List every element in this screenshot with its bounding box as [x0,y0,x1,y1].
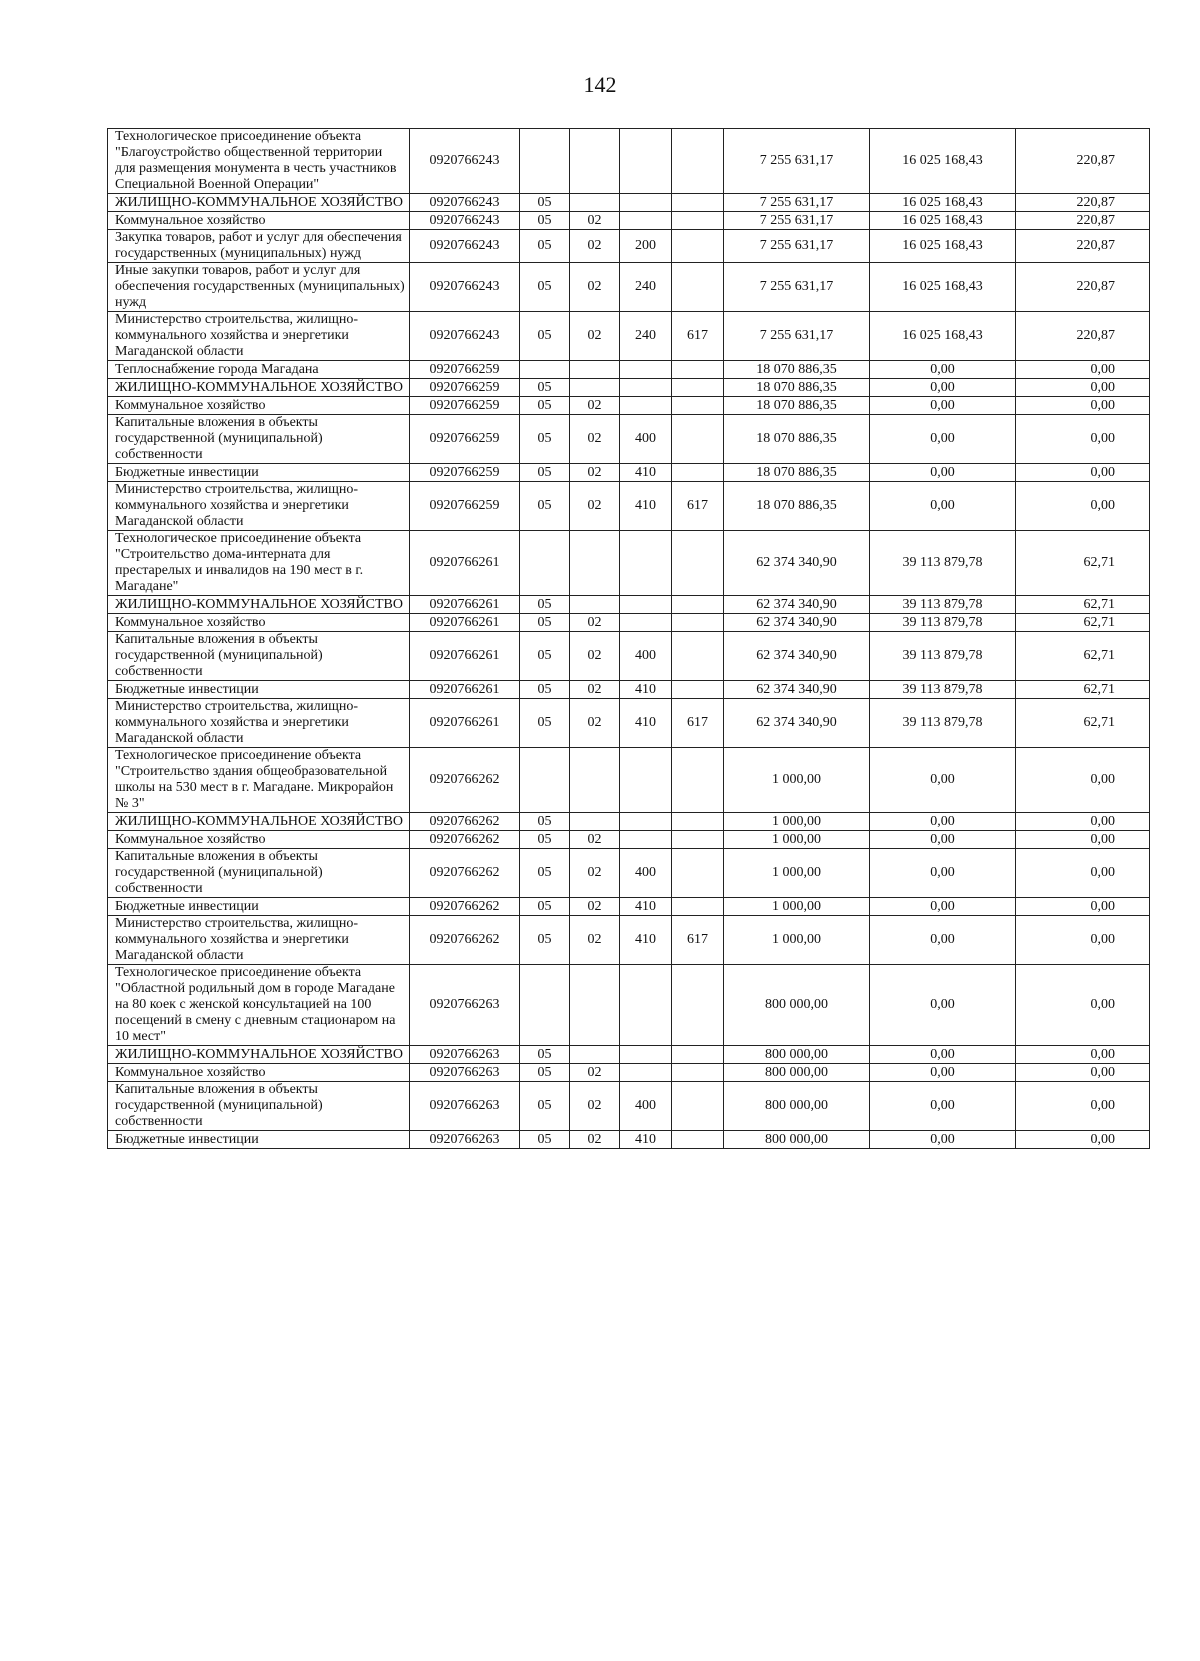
table-row [108,1046,1150,1064]
item-name: Закупка товаров, работ и услуг для обеспечения государственных (муниципальных) нужд [108,230,410,263]
subsection-code [570,748,620,813]
actual-amount: 0,00 [870,415,1016,464]
execution-percent: 0,00 [1016,397,1150,415]
target-code: 0920766263 [410,1131,520,1149]
section-code: 05 [520,596,570,614]
table-row [108,849,1150,898]
subsection-code: 02 [570,230,620,263]
subsection-code: 02 [570,1082,620,1131]
planned-amount: 800 000,00 [724,1064,870,1082]
grbs-code [672,379,724,397]
execution-percent: 62,71 [1016,632,1150,681]
planned-amount: 1 000,00 [724,898,870,916]
section-code: 05 [520,898,570,916]
execution-percent: 0,00 [1016,482,1150,531]
item-name: Иные закупки товаров, работ и услуг для обеспечения государственных (муниципальных) нужд [108,263,410,312]
item-name: Технологическое присоединение объекта "Областной родильный дом в городе Магадане на 80 коек с женской консультацией на 100 посещений в смену с дневным стационаром на 10 мест" [108,965,410,1046]
table-row [108,632,1150,681]
planned-amount: 62 374 340,90 [724,531,870,596]
execution-percent: 220,87 [1016,312,1150,361]
target-code: 0920766259 [410,415,520,464]
section-code [520,748,570,813]
item-name: Министерство строительства, жилищно-коммунального хозяйства и энергетики Магаданской области [108,312,410,361]
section-code: 05 [520,1082,570,1131]
expense-type-code [620,1064,672,1082]
item-name: ЖИЛИЩНО-КОММУНАЛЬНОЕ ХОЗЯЙСТВО [108,379,410,397]
actual-amount: 0,00 [870,831,1016,849]
subsection-code: 02 [570,1064,620,1082]
grbs-code [672,614,724,632]
target-code: 0920766261 [410,531,520,596]
expense-type-code [620,614,672,632]
actual-amount: 39 113 879,78 [870,699,1016,748]
item-name: ЖИЛИЩНО-КОММУНАЛЬНОЕ ХОЗЯЙСТВО [108,194,410,212]
planned-amount: 18 070 886,35 [724,415,870,464]
actual-amount: 0,00 [870,965,1016,1046]
item-name: Технологическое присоединение объекта "Строительство здания общеобразовательной школы на 530 мест в г. Магадане. Микрорайон № 3" [108,748,410,813]
subsection-code [570,379,620,397]
item-name: Бюджетные инвестиции [108,898,410,916]
subsection-code: 02 [570,263,620,312]
target-code: 0920766243 [410,212,520,230]
table-row [108,965,1150,1046]
execution-percent: 62,71 [1016,596,1150,614]
actual-amount: 0,00 [870,849,1016,898]
table-row [108,397,1150,415]
target-code: 0920766259 [410,361,520,379]
actual-amount: 16 025 168,43 [870,312,1016,361]
subsection-code: 02 [570,397,620,415]
section-code: 05 [520,194,570,212]
target-code: 0920766261 [410,699,520,748]
table-row [108,1064,1150,1082]
actual-amount: 0,00 [870,916,1016,965]
table-row [108,898,1150,916]
planned-amount: 800 000,00 [724,1131,870,1149]
grbs-code [672,596,724,614]
subsection-code: 02 [570,1131,620,1149]
execution-percent: 220,87 [1016,263,1150,312]
target-code: 0920766259 [410,464,520,482]
subsection-code: 02 [570,632,620,681]
execution-percent: 220,87 [1016,230,1150,263]
subsection-code [570,194,620,212]
execution-percent: 0,00 [1016,1082,1150,1131]
execution-percent: 0,00 [1016,379,1150,397]
planned-amount: 7 255 631,17 [724,263,870,312]
expense-type-code: 240 [620,263,672,312]
subsection-code: 02 [570,681,620,699]
actual-amount: 39 113 879,78 [870,596,1016,614]
grbs-code: 617 [672,916,724,965]
table-row [108,129,1150,194]
actual-amount: 0,00 [870,1131,1016,1149]
section-code: 05 [520,632,570,681]
page-number: 142 [583,72,617,97]
section-code: 05 [520,681,570,699]
section-code: 05 [520,831,570,849]
planned-amount: 1 000,00 [724,813,870,831]
target-code: 0920766262 [410,748,520,813]
execution-percent: 62,71 [1016,699,1150,748]
section-code [520,361,570,379]
item-name: Капитальные вложения в объекты государственной (муниципальной) собственности [108,849,410,898]
expense-type-code: 410 [620,464,672,482]
item-name: Бюджетные инвестиции [108,681,410,699]
item-name: Коммунальное хозяйство [108,212,410,230]
expense-type-code [620,212,672,230]
section-code: 05 [520,916,570,965]
table-row [108,312,1150,361]
grbs-code [672,1082,724,1131]
grbs-code [672,129,724,194]
actual-amount: 39 113 879,78 [870,614,1016,632]
item-name: ЖИЛИЩНО-КОММУНАЛЬНОЕ ХОЗЯЙСТВО [108,596,410,614]
expense-type-code [620,129,672,194]
grbs-code [672,230,724,263]
item-name: Капитальные вложения в объекты государственной (муниципальной) собственности [108,415,410,464]
table-row [108,614,1150,632]
execution-percent: 0,00 [1016,831,1150,849]
grbs-code: 617 [672,482,724,531]
table-row [108,415,1150,464]
execution-percent: 0,00 [1016,1046,1150,1064]
table-row [108,531,1150,596]
section-code: 05 [520,397,570,415]
grbs-code: 617 [672,699,724,748]
item-name: Теплоснабжение города Магадана [108,361,410,379]
table-row [108,464,1150,482]
expense-type-code [620,596,672,614]
grbs-code [672,194,724,212]
expense-type-code [620,831,672,849]
actual-amount: 16 025 168,43 [870,129,1016,194]
target-code: 0920766243 [410,129,520,194]
subsection-code: 02 [570,898,620,916]
grbs-code [672,1131,724,1149]
item-name: Коммунальное хозяйство [108,614,410,632]
table-row [108,379,1150,397]
execution-percent: 0,00 [1016,813,1150,831]
target-code: 0920766263 [410,1082,520,1131]
expense-type-code: 200 [620,230,672,263]
grbs-code [672,681,724,699]
actual-amount: 0,00 [870,813,1016,831]
grbs-code [672,415,724,464]
target-code: 0920766259 [410,379,520,397]
execution-percent: 62,71 [1016,614,1150,632]
target-code: 0920766243 [410,230,520,263]
table-row [108,699,1150,748]
table-row [108,230,1150,263]
section-code: 05 [520,379,570,397]
expense-type-code: 410 [620,1131,672,1149]
planned-amount: 1 000,00 [724,748,870,813]
execution-percent: 0,00 [1016,748,1150,813]
expense-type-code: 410 [620,482,672,531]
execution-percent: 0,00 [1016,916,1150,965]
expense-type-code: 240 [620,312,672,361]
expense-type-code [620,379,672,397]
section-code [520,531,570,596]
execution-percent: 0,00 [1016,898,1150,916]
execution-percent: 0,00 [1016,965,1150,1046]
actual-amount: 0,00 [870,748,1016,813]
item-name: Капитальные вложения в объекты государственной (муниципальной) собственности [108,632,410,681]
subsection-code: 02 [570,699,620,748]
actual-amount: 0,00 [870,464,1016,482]
planned-amount: 800 000,00 [724,1046,870,1064]
actual-amount: 16 025 168,43 [870,263,1016,312]
planned-amount: 7 255 631,17 [724,312,870,361]
subsection-code: 02 [570,849,620,898]
grbs-code [672,831,724,849]
expense-type-code [620,965,672,1046]
section-code: 05 [520,1064,570,1082]
section-code: 05 [520,415,570,464]
expense-type-code [620,194,672,212]
planned-amount: 7 255 631,17 [724,194,870,212]
expense-type-code [620,531,672,596]
section-code: 05 [520,312,570,361]
item-name: Технологическое присоединение объекта "Строительство дома-интерната для престарелых и инвалидов на 190 мест в г. Магадане" [108,531,410,596]
subsection-code: 02 [570,614,620,632]
target-code: 0920766261 [410,632,520,681]
target-code: 0920766259 [410,482,520,531]
target-code: 0920766261 [410,596,520,614]
grbs-code [672,898,724,916]
table-body [108,129,1150,1149]
grbs-code [672,813,724,831]
section-code: 05 [520,230,570,263]
section-code: 05 [520,849,570,898]
expense-type-code [620,397,672,415]
section-code: 05 [520,1046,570,1064]
execution-percent: 0,00 [1016,361,1150,379]
grbs-code [672,1046,724,1064]
item-name: Бюджетные инвестиции [108,1131,410,1149]
execution-percent: 220,87 [1016,194,1150,212]
actual-amount: 39 113 879,78 [870,632,1016,681]
expense-type-code: 400 [620,415,672,464]
section-code [520,129,570,194]
table-row [108,748,1150,813]
section-code: 05 [520,813,570,831]
execution-percent: 0,00 [1016,415,1150,464]
expense-type-code [620,1046,672,1064]
subsection-code [570,813,620,831]
expense-type-code: 400 [620,849,672,898]
planned-amount: 18 070 886,35 [724,397,870,415]
item-name: Капитальные вложения в объекты государственной (муниципальной) собственности [108,1082,410,1131]
table-row [108,482,1150,531]
expense-type-code: 400 [620,1082,672,1131]
subsection-code: 02 [570,312,620,361]
actual-amount: 0,00 [870,397,1016,415]
planned-amount: 62 374 340,90 [724,596,870,614]
planned-amount: 62 374 340,90 [724,614,870,632]
target-code: 0920766263 [410,1064,520,1082]
subsection-code [570,965,620,1046]
planned-amount: 800 000,00 [724,1082,870,1131]
table-row [108,831,1150,849]
target-code: 0920766262 [410,831,520,849]
expense-type-code: 410 [620,916,672,965]
table-row [108,361,1150,379]
grbs-code [672,263,724,312]
planned-amount: 7 255 631,17 [724,230,870,263]
planned-amount: 1 000,00 [724,849,870,898]
grbs-code [672,632,724,681]
grbs-code [672,361,724,379]
section-code: 05 [520,464,570,482]
actual-amount: 0,00 [870,898,1016,916]
planned-amount: 62 374 340,90 [724,681,870,699]
table-row [108,263,1150,312]
section-code: 05 [520,263,570,312]
actual-amount: 16 025 168,43 [870,194,1016,212]
actual-amount: 0,00 [870,1046,1016,1064]
table-row [108,194,1150,212]
item-name: Бюджетные инвестиции [108,464,410,482]
section-code: 05 [520,699,570,748]
execution-percent: 0,00 [1016,1131,1150,1149]
actual-amount: 0,00 [870,1082,1016,1131]
expense-type-code: 410 [620,681,672,699]
target-code: 0920766243 [410,194,520,212]
item-name: Министерство строительства, жилищно-коммунального хозяйства и энергетики Магаданской области [108,699,410,748]
section-code [520,965,570,1046]
planned-amount: 62 374 340,90 [724,632,870,681]
subsection-code: 02 [570,464,620,482]
planned-amount: 18 070 886,35 [724,464,870,482]
planned-amount: 18 070 886,35 [724,379,870,397]
grbs-code [672,849,724,898]
table-row [108,1131,1150,1149]
item-name: Технологическое присоединение объекта "Благоустройство общественной территории для размещения монумента в честь участников Специальной Военной Операции" [108,129,410,194]
grbs-code [672,397,724,415]
subsection-code: 02 [570,415,620,464]
actual-amount: 16 025 168,43 [870,230,1016,263]
table-row [108,916,1150,965]
planned-amount: 18 070 886,35 [724,361,870,379]
actual-amount: 0,00 [870,361,1016,379]
grbs-code: 617 [672,312,724,361]
subsection-code [570,129,620,194]
expense-type-code [620,813,672,831]
execution-percent: 62,71 [1016,531,1150,596]
expense-type-code: 400 [620,632,672,681]
item-name: Министерство строительства, жилищно-коммунального хозяйства и энергетики Магаданской области [108,482,410,531]
grbs-code [672,965,724,1046]
item-name: Коммунальное хозяйство [108,397,410,415]
subsection-code [570,596,620,614]
planned-amount: 62 374 340,90 [724,699,870,748]
table-row [108,212,1150,230]
grbs-code [672,748,724,813]
subsection-code [570,361,620,379]
item-name: Министерство строительства, жилищно-коммунального хозяйства и энергетики Магаданской области [108,916,410,965]
section-code: 05 [520,212,570,230]
execution-percent: 220,87 [1016,129,1150,194]
actual-amount: 0,00 [870,482,1016,531]
execution-percent: 0,00 [1016,849,1150,898]
planned-amount: 1 000,00 [724,916,870,965]
grbs-code [672,531,724,596]
subsection-code: 02 [570,831,620,849]
grbs-code [672,464,724,482]
planned-amount: 7 255 631,17 [724,212,870,230]
target-code: 0920766262 [410,849,520,898]
expense-type-code: 410 [620,898,672,916]
target-code: 0920766262 [410,898,520,916]
expense-type-code [620,748,672,813]
grbs-code [672,1064,724,1082]
table-row [108,1082,1150,1131]
table-row [108,813,1150,831]
execution-percent: 0,00 [1016,464,1150,482]
execution-percent: 62,71 [1016,681,1150,699]
subsection-code: 02 [570,212,620,230]
target-code: 0920766261 [410,681,520,699]
planned-amount: 7 255 631,17 [724,129,870,194]
subsection-code: 02 [570,916,620,965]
item-name: Коммунальное хозяйство [108,831,410,849]
planned-amount: 18 070 886,35 [724,482,870,531]
grbs-code [672,212,724,230]
table-row [108,596,1150,614]
target-code: 0920766243 [410,312,520,361]
target-code: 0920766262 [410,813,520,831]
table-row [108,681,1150,699]
target-code: 0920766263 [410,1046,520,1064]
planned-amount: 1 000,00 [724,831,870,849]
item-name: Коммунальное хозяйство [108,1064,410,1082]
budget-table [107,128,1150,1149]
expense-type-code [620,361,672,379]
target-code: 0920766263 [410,965,520,1046]
section-code: 05 [520,482,570,531]
subsection-code [570,531,620,596]
target-code: 0920766261 [410,614,520,632]
actual-amount: 16 025 168,43 [870,212,1016,230]
section-code: 05 [520,1131,570,1149]
target-code: 0920766262 [410,916,520,965]
actual-amount: 39 113 879,78 [870,531,1016,596]
execution-percent: 220,87 [1016,212,1150,230]
target-code: 0920766243 [410,263,520,312]
expense-type-code: 410 [620,699,672,748]
actual-amount: 0,00 [870,379,1016,397]
subsection-code: 02 [570,482,620,531]
subsection-code [570,1046,620,1064]
item-name: ЖИЛИЩНО-КОММУНАЛЬНОЕ ХОЗЯЙСТВО [108,1046,410,1064]
target-code: 0920766259 [410,397,520,415]
planned-amount: 800 000,00 [724,965,870,1046]
section-code: 05 [520,614,570,632]
actual-amount: 0,00 [870,1064,1016,1082]
item-name: ЖИЛИЩНО-КОММУНАЛЬНОЕ ХОЗЯЙСТВО [108,813,410,831]
execution-percent: 0,00 [1016,1064,1150,1082]
actual-amount: 39 113 879,78 [870,681,1016,699]
